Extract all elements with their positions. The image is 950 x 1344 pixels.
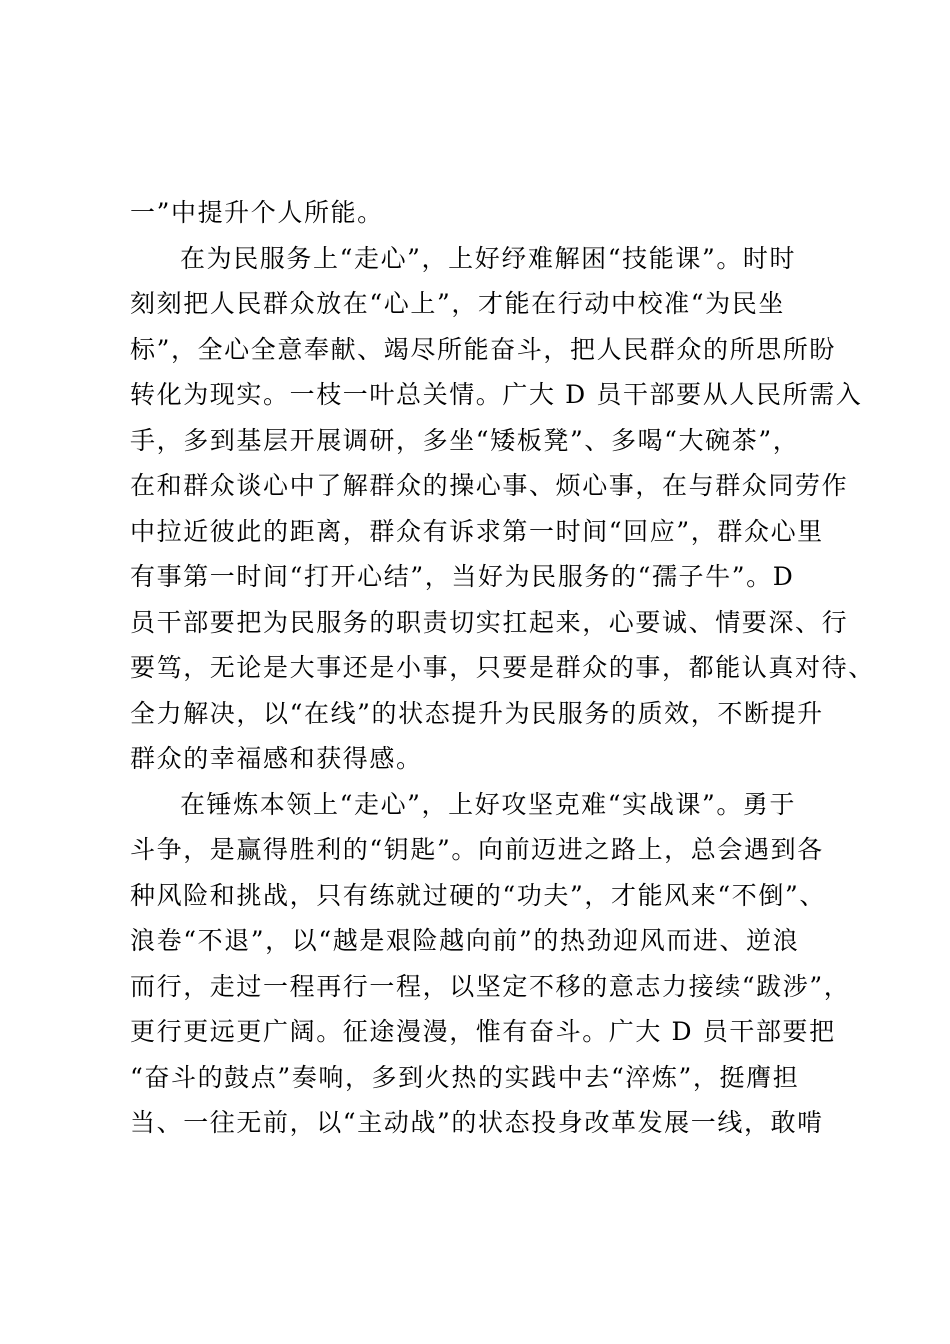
text-line: 当、一往无前，以“主动战”的状态投身改革发展一线，敢啃: [130, 1108, 824, 1137]
text-line: 刻刻把人民群众放在“心上”，才能在行动中校准“为民坐: [130, 289, 785, 318]
text-line: 浪卷“不退”，以“越是艰险越向前”的热劲迎风而进、逆浪: [130, 926, 800, 955]
text-line: 中拉近彼此的距离，群众有诉求第一时间“回应”，群众心里: [130, 516, 824, 546]
text-line: 员干部要把为民服务的职责切实扛起来，心要诚、情要深、行: [130, 607, 849, 637]
paragraph-start-line: 在锤炼本领上“走心”，上好攻坚克难“实战课”。勇于: [180, 789, 797, 819]
text-line: 全力解决，以“在线”的状态提升为民服务的质效，不断提升: [130, 698, 824, 728]
text-line: 更行更远更广阔。征途漫漫，惟有奋斗。广大 D 员干部要把: [130, 1017, 836, 1046]
text-line: 一”中提升个人所能。: [130, 198, 384, 227]
text-line: 在和群众谈心中了解群众的操心事、烦心事，在与群众同劳作: [130, 471, 849, 500]
text-line: 种风险和挑战，只有练就过硬的“功夫”，才能风来“不倒”、: [130, 880, 826, 910]
document-body: [130, 190, 875, 1146]
text-line: “奋斗的鼓点”奏响，多到火热的实践中去“淬炼”，挺膺担: [130, 1062, 800, 1092]
paragraph-start-line: 在为民服务上“走心”，上好纾难解困“技能课”。时时: [180, 243, 797, 273]
text-line: 有事第一时间“打开心结”，当好为民服务的“孺子牛”。D: [130, 562, 795, 591]
text-line: 群众的幸福感和获得感。: [130, 744, 423, 773]
text-line: 要笃，无论是大事还是小事，只要是群众的事，都能认真对待、: [130, 653, 875, 682]
text-line: 转化为现实。一枝一叶总关情。广大 D 员干部要从人民所需入: [130, 380, 863, 409]
text-line: 斗争，是赢得胜利的“钥匙”。向前迈进之路上，总会遇到各: [130, 835, 824, 864]
text-line: 标”，全心全意奉献、竭尽所能奋斗，把人民群众的所思所盼: [130, 334, 836, 364]
text-line: 手，多到基层开展调研，多坐“矮板凳”、多喝“大碗茶”，: [130, 425, 800, 455]
text-line: 而行，走过一程再行一程，以坚定不移的意志力接续“跋涉”，: [130, 971, 851, 1001]
